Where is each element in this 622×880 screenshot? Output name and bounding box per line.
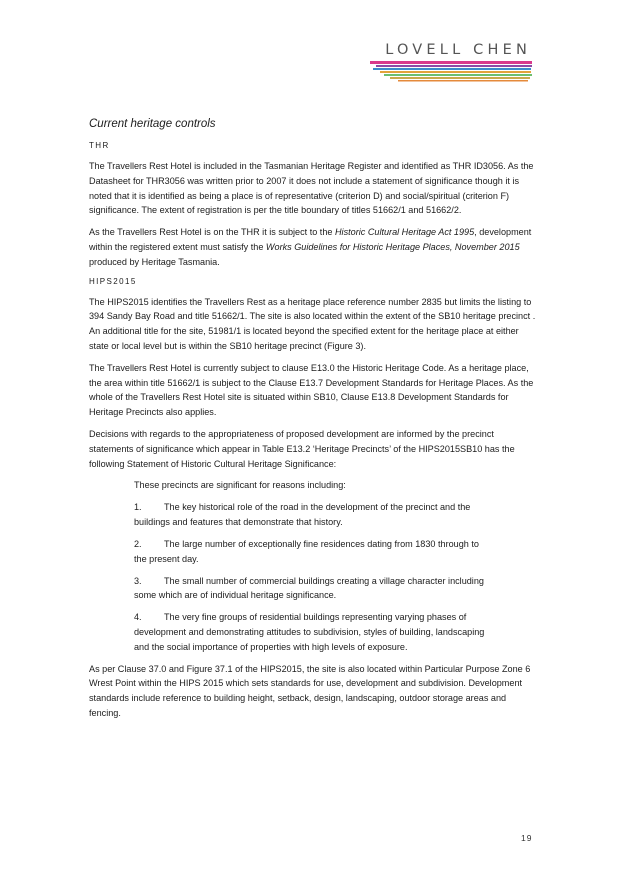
quote-item-number: 3. [134,575,142,586]
guidelines-title: Works Guidelines for Historic Heritage Places, November 2015 [265,241,520,252]
logo-stripes-graphic [370,59,535,87]
page-number: 19 [521,833,533,843]
quote-intro: These precincts are significant for reasons including: [134,480,346,491]
quote-item-number: 4. [134,612,142,623]
significance-statement-quote [134,478,494,654]
quote-item-text: The large number of exceptionally fine residences dating from 1830 through to the present day. [134,538,479,564]
subheading-hips2015: HIPS2015 [89,276,137,286]
quote-item-text: The small number of commercial buildings creating a village character including some which are of individual heritage significance. [134,575,484,601]
thr-p2-text-b: , development within the registered extent must satisfy the [89,227,532,252]
quote-item-text: The very fine groups of residential buildings representing varying phases of development and demonstrating attitudes to subdivision, styles of building, landscaping and the social importance of properties with high levels of exposure. [134,612,485,652]
subheading-thr: THR [89,141,110,150]
quote-item [134,500,494,530]
quote-item-number: 2. [134,538,142,549]
section-title-current-heritage-controls: Current heritage controls [89,118,216,130]
quote-item [134,537,494,567]
lovell-chen-logo [370,42,535,87]
thr-p2-text-a: As the Travellers Rest Hotel is on the THR it is subject to the [89,227,335,238]
quote-item [134,574,494,604]
thr-p2-text-c: produced by Heritage Tasmania. [89,256,220,267]
act-title: Historic Cultural Heritage Act 1995 [334,227,475,238]
hips-paragraph-2: The Travellers Rest Hotel is currently subject to clause E13.0 the Historic Heritage Code. As a heritage place, the area within title 51662/1 is subject to the Clause E13.7 Development Standards for Heritage Places. As the whole of the Travellers Rest Hotel site is situated within SB10, Clause E13.8 Development Standards for Heritage Precincts also applies. [89,362,534,418]
quote-item-number: 1. [134,502,142,513]
hips-paragraph-1: The HIPS2015 identifies the Travellers Rest as a heritage place reference number 2835 but limits the listing to 394 Sandy Bay Road and title 51662/1. The site is also located within the extent of the SB10 heritage precinct . An additional title for the site, 51981/1 is located beyond the specified extent for the heritage place at either state or local level but is within the SB10 heritage precinct (Figure 3). [89,296,536,351]
quote-item [134,610,494,654]
zoning-paragraph: As per Clause 37.0 and Figure 37.1 of the HIPS2015, the site is also located within Particular Purpose Zone 6 Wrest Point within the HIPS 2015 which sets standards for use, development and subdivision. Development standards include reference to building height, setback, design, landscaping, outdoor storage areas and fencing. [89,663,531,718]
document-body [89,118,537,728]
thr-paragraph-2 [89,225,537,269]
thr-paragraph-1: The Travellers Rest Hotel is included in the Tasmanian Heritage Register and identified as THR ID3056. As the Datasheet for THR3056 was written prior to 2007 it does not include a statement of significance though it is noted that it is identified as being a place is of representative (criterion D) and social/spiritual (criterion F) significance. The extent of registration is per the title boundary of titles 51662/1 and 51662/2. [89,161,534,216]
quote-item-text: The key historical role of the road in the development of the precinct and the buildings and features that demonstrate that history. [134,502,471,528]
hips-paragraph-3: Decisions with regards to the appropriateness of proposed development are informed by the precinct statements of significance which appear in Table E13.2 ‘Heritage Precincts’ of the HIPS2015SB10 has the following Statement of Historic Cultural Heritage Significance: [89,428,515,469]
logo-wordmark: LOVELL CHEN [385,42,531,58]
